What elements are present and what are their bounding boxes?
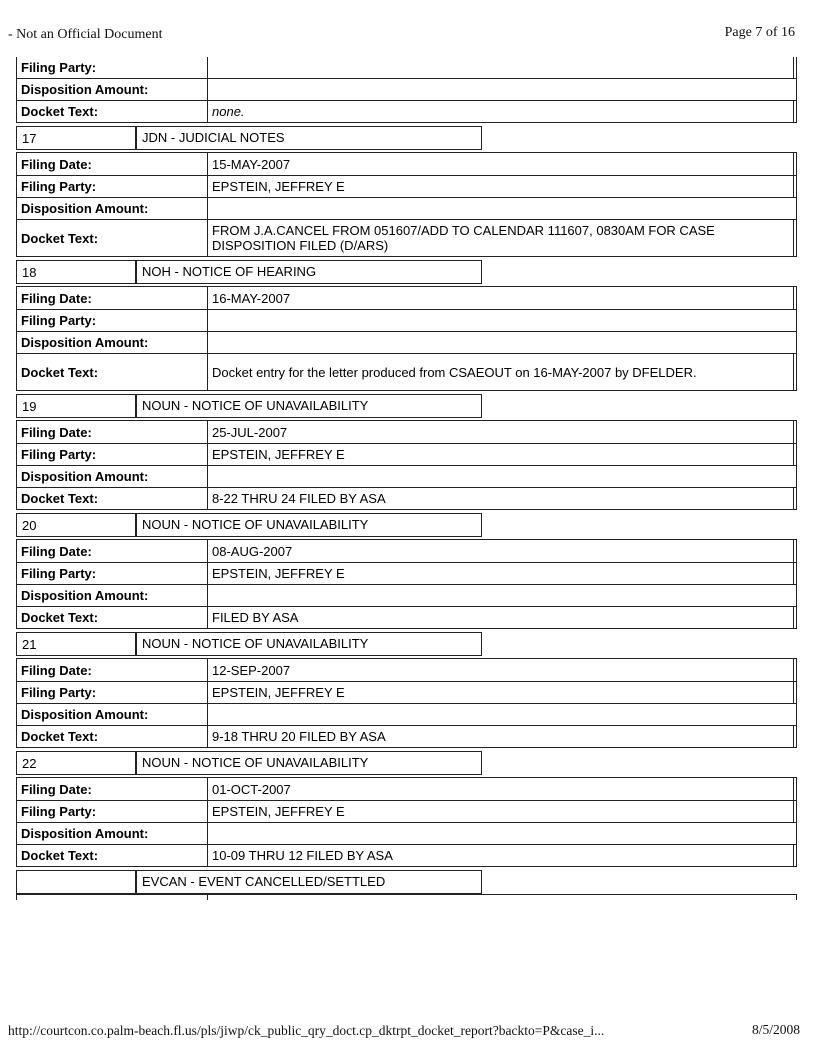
disposition-amount-row [17,465,796,487]
filing-party-label: Filing Party: [21,313,97,328]
entry-header [16,394,482,418]
filing-party-row [17,57,796,78]
filing-party-row [17,681,796,703]
entry-header [16,751,482,775]
entry-fields [16,658,797,748]
disposition-amount-label: Disposition Amount: [21,707,149,722]
entry-number: 18 [17,261,137,283]
filing-party-value: EPSTEIN, JEFFREY E [207,682,794,703]
disposition-amount-label: Disposition Amount: [21,82,149,97]
filing-date-label: Filing Date: [21,543,92,559]
disposition-amount-value [207,823,794,844]
entry-header [16,513,482,537]
entry-number: 21 [17,633,137,655]
docket-entry [16,126,797,257]
docket-text-value: none. [207,101,794,122]
docket-text-row [17,725,796,747]
filing-party-label: Filing Party: [21,179,97,194]
filing-party-value: EPSTEIN, JEFFREY E [207,563,794,584]
filing-party-label: Filing Party: [21,447,97,462]
entry-fields [16,152,797,257]
disposition-amount-value [207,466,794,487]
entry-fields [16,420,797,510]
docket-text-row [17,844,796,866]
entry-header [16,126,482,150]
filing-date-label: Filing Date: [21,156,92,172]
docket-text-row [17,606,796,628]
disposition-amount-value [207,332,794,353]
entry-code: EVCAN - EVENT CANCELLED/SETTLED [142,874,386,889]
entry-number: 20 [17,514,137,536]
filing-party-value: EPSTEIN, JEFFREY E [207,176,794,197]
docket-text-row [17,219,796,256]
filing-party-row [17,443,796,465]
entry-code: NOUN - NOTICE OF UNAVAILABILITY [142,517,369,532]
filing-date-label: Filing Date: [21,781,92,797]
filing-party-value [207,57,794,78]
filing-party-label: Filing Party: [21,804,97,819]
filing-party-row [17,562,796,584]
docket-text-label: Docket Text: [21,104,99,119]
filing-date-label: Filing Date: [21,424,92,440]
disposition-amount-row [17,822,796,844]
entry-fields-cutoff [16,894,797,900]
entry-fields [16,286,797,391]
docket-text-label: Docket Text: [21,230,99,246]
disposition-amount-label: Disposition Amount: [21,826,149,841]
docket-text-row [17,353,796,390]
filing-date-row [17,421,796,443]
docket-text-label: Docket Text: [21,491,99,506]
filing-party-value [207,310,794,331]
disposition-amount-value [207,198,794,219]
docket-text-label: Docket Text: [21,848,99,863]
disposition-amount-label: Disposition Amount: [21,588,149,603]
filing-party-label: Filing Party: [21,566,97,581]
docket-entry [16,394,797,510]
entry-header [16,632,482,656]
docket-text-row [17,487,796,509]
docket-entry [16,751,797,867]
footer-url: http://courtcon.co.palm-beach.fl.us/pls/jiwp/ck_public_qry_doct.cp_dktrpt_docket_report?backto=P&case_i... [8,1023,605,1038]
entry-code: NOUN - NOTICE OF UNAVAILABILITY [142,755,369,770]
filing-date-value: 25-JUL-2007 [207,421,794,443]
disposition-amount-row [17,78,796,100]
entry-code: JDN - JUDICIAL NOTES [142,130,285,145]
docket-report [16,57,797,900]
docket-text-value: 9-18 THRU 20 FILED BY ASA [207,726,794,747]
entry-code: NOH - NOTICE OF HEARING [142,264,317,279]
docket-entry-continued [16,57,797,123]
entry-header [16,260,482,284]
docket-text-value: 10-09 THRU 12 FILED BY ASA [207,845,794,866]
docket-entry [16,870,797,900]
filing-date-label: Filing Date: [21,662,92,678]
filing-date-row [17,659,796,681]
disposition-amount-label: Disposition Amount: [21,469,149,484]
entry-fields [16,539,797,629]
entry-number: 17 [17,127,137,149]
filing-date-row [17,540,796,562]
filing-party-label: Filing Party: [21,685,97,700]
filing-party-row [17,800,796,822]
entry-number: 19 [17,395,137,417]
docket-text-label: Docket Text: [21,729,99,744]
page-number: Page 7 of 16 [724,25,795,40]
disposition-amount-row [17,703,796,725]
disposition-amount-value [207,585,794,606]
entry-fields [16,777,797,867]
filing-party-label: Filing Party: [21,60,97,75]
docket-text-value: Docket entry for the letter produced from CSAEOUT on 16-MAY-2007 by DFELDER. [207,354,794,390]
filing-party-value: EPSTEIN, JEFFREY E [207,444,794,465]
entry-number [17,871,137,893]
filing-date-value: 01-OCT-2007 [207,778,794,800]
disposition-amount-row [17,584,796,606]
disposition-amount-label: Disposition Amount: [21,335,149,350]
docket-text-row [17,100,796,122]
docket-text-label: Docket Text: [21,364,99,380]
filing-date-row [17,153,796,175]
filing-party-row [17,175,796,197]
docket-text-value: 8-22 THRU 24 FILED BY ASA [207,488,794,509]
docket-entry [16,632,797,748]
filing-date-value: 15-MAY-2007 [207,153,794,175]
entry-header [16,870,482,894]
filing-party-value: EPSTEIN, JEFFREY E [207,801,794,822]
docket-entry [16,513,797,629]
header-disclaimer: - Not an Official Document [8,27,163,42]
filing-date-row [17,778,796,800]
entry-code: NOUN - NOTICE OF UNAVAILABILITY [142,398,369,413]
filing-date-label: Filing Date: [21,290,92,306]
entry-code: NOUN - NOTICE OF UNAVAILABILITY [142,636,369,651]
docket-text-value: FILED BY ASA [207,607,794,628]
docket-entry [16,260,797,391]
docket-text-value: FROM J.A.CANCEL FROM 051607/ADD TO CALENDAR 111607, 0830AM FOR CASE DISPOSITION FILED (D/ARS) [207,220,794,256]
filing-party-row [17,309,796,331]
disposition-amount-label: Disposition Amount: [21,201,149,216]
entry-number: 22 [17,752,137,774]
disposition-amount-row [17,197,796,219]
filing-date-row [17,287,796,309]
docket-text-label: Docket Text: [21,610,99,625]
filing-date-value: 12-SEP-2007 [207,659,794,681]
disposition-amount-row [17,331,796,353]
filing-date-value: 08-AUG-2007 [207,540,794,562]
filing-date-value: 16-MAY-2007 [207,287,794,309]
disposition-amount-value [207,79,794,100]
disposition-amount-value [207,704,794,725]
footer-date: 8/5/2008 [751,1022,800,1037]
